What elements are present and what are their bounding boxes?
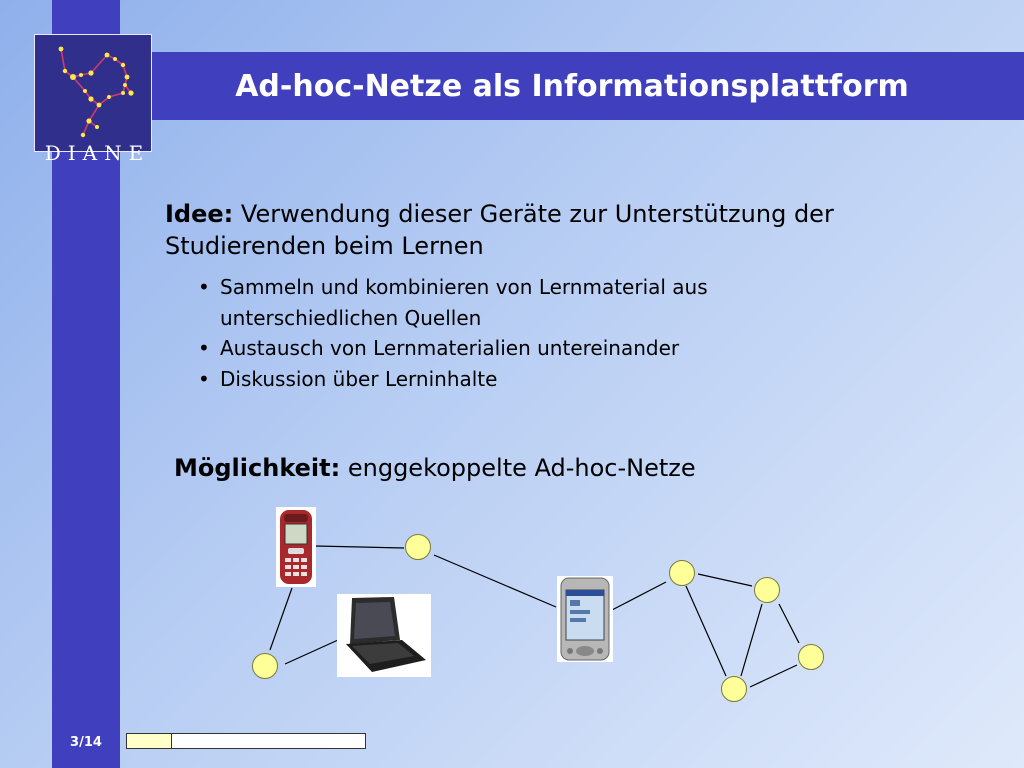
node-circle xyxy=(755,578,780,603)
node-circle xyxy=(799,645,824,670)
progress-fill xyxy=(127,734,172,748)
node-circle xyxy=(253,654,278,679)
edge-line xyxy=(741,604,762,676)
progress-bar xyxy=(126,733,366,749)
edge-line xyxy=(686,586,726,676)
pda-icon xyxy=(557,576,613,662)
bullet-text: Diskussion über Lerninhalte xyxy=(220,366,498,391)
edge-line xyxy=(612,582,666,610)
node-circle xyxy=(722,677,747,702)
mobile-phone-icon xyxy=(276,507,316,587)
bullet-icon: • xyxy=(198,275,210,299)
bullet-icon: • xyxy=(198,336,210,360)
bullet-text: Austausch von Lernmaterialien untereinander xyxy=(220,336,680,360)
edge-line xyxy=(434,555,556,607)
list-item xyxy=(198,333,838,364)
bullet-text: Sammeln und kombinieren von Lernmaterial aus unterschiedlichen Quellen xyxy=(220,275,708,330)
logo-text: DIANE xyxy=(44,141,151,165)
edge-line xyxy=(270,588,292,650)
slide-title: Ad-hoc-Netze als Informationsplattform xyxy=(235,69,909,104)
laptop-icon xyxy=(337,594,431,677)
network-nodes xyxy=(253,535,824,702)
option-paragraph xyxy=(174,452,696,484)
idea-text: Verwendung dieser Geräte zur Unterstützung der Studierenden beim Lernen xyxy=(165,200,834,260)
node-circle xyxy=(406,535,431,560)
idea-paragraph xyxy=(165,198,905,262)
edge-line xyxy=(285,640,338,664)
bullet-list xyxy=(198,272,838,394)
edge-line xyxy=(698,574,752,586)
node-circle xyxy=(670,561,695,586)
option-text: enggekoppelte Ad-hoc-Netze xyxy=(347,454,696,482)
edge-line xyxy=(779,604,799,643)
idea-label: Idee: xyxy=(165,200,234,228)
edge-line xyxy=(316,546,404,548)
constellation-icon xyxy=(35,35,151,151)
list-item xyxy=(198,364,838,395)
page-number: 3/14 xyxy=(70,735,102,750)
option-label: Möglichkeit: xyxy=(174,454,341,482)
list-item xyxy=(198,272,838,333)
diane-logo xyxy=(34,34,152,165)
bullet-icon: • xyxy=(198,366,210,391)
edge-line xyxy=(750,665,797,687)
